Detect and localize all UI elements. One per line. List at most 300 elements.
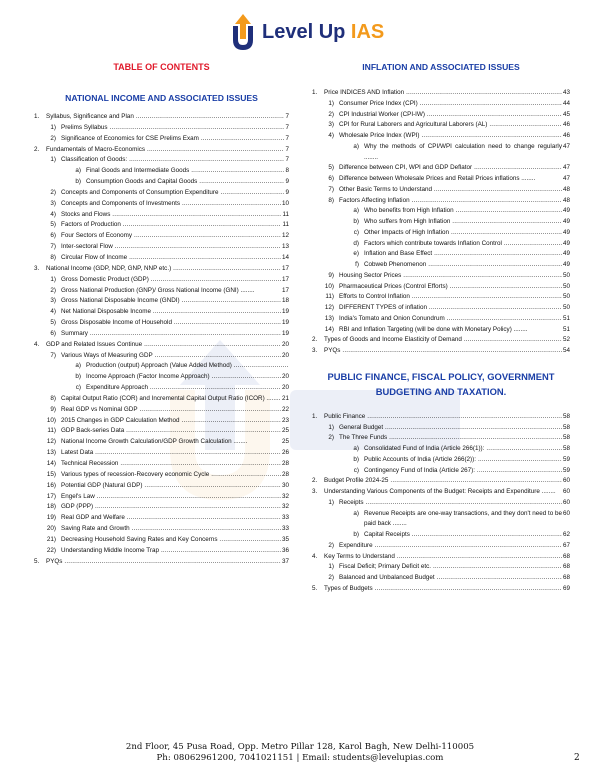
toc-entry-title: CPI Industrial Worker (CPI-IW) ..... [339,110,562,121]
level-up-arrow-icon [228,12,260,52]
right-column [312,55,570,595]
toc-entry[interactable] [312,163,570,174]
toc-entry[interactable] [312,476,570,487]
toc-entry-page: 20 [281,373,289,381]
toc-entry[interactable] [312,509,570,531]
toc-entry-page: 48 [562,185,570,193]
toc-entry-number: 1) [328,498,334,506]
toc-entry-title: Stocks and Flows ..... [61,210,281,221]
toc-entry-page: 14 [281,253,289,261]
toc-entry-title: Latest Data ..... [61,448,281,459]
toc-entry-number: 11) [47,427,56,435]
toc-entry-number: 7) [50,243,56,251]
toc-entry-page: 44 [562,99,570,107]
toc-entry-page: 21 [281,394,289,402]
toc-entry[interactable] [312,346,570,357]
toc-entry-title: GDP and Related Issues Continue ..... [46,340,281,351]
toc-entry-title: Who suffers from High Inflation ..... [364,217,562,228]
footer [0,742,600,764]
toc-entry-number: e) [353,250,359,258]
toc-entry[interactable] [34,524,289,535]
toc-entry[interactable] [34,405,289,416]
toc-entry-title: Fiscal Deficit; Primary Deficit etc. ..... [339,562,562,573]
toc-entry-title: Expenditure Approach ..... [86,383,281,394]
toc-entry-page: 45 [562,110,570,118]
toc-entry-number: a) [353,445,359,452]
toc-entry-page: 7 [285,123,289,131]
brand-name-part2: IAS [350,21,385,43]
toc-entry-title: Summary ..... [61,329,281,340]
toc-entry[interactable] [312,314,570,325]
toc-entry-title: Factors of Production ..... [61,220,281,231]
toc-entry-page: 68 [562,574,570,581]
toc-entry[interactable] [312,584,570,595]
toc-entry[interactable] [34,253,289,264]
toc-entry-title: Syllabus, Significance and Plan ..... [46,112,284,123]
toc-entry-page: 49 [562,228,570,236]
toc-entry-title: Difference between Wholesale Prices and Retail Prices inflations ........ [339,175,536,182]
toc-entry-number: 5) [50,221,56,229]
toc-entry-title: Gross Domestic Product (GDP) ..... [61,275,281,286]
toc-entry[interactable] [312,196,570,207]
toc-entry[interactable] [312,292,570,303]
toc-entry-title: GDP Back-series Data ..... [61,426,281,437]
toc-entry-title: Real GDP and Welfare ..... [61,513,281,524]
toc-entry-number: 12) [46,438,56,446]
toc-entry-number: 1) [328,423,334,431]
toc-entry-page: 7 [285,156,289,164]
toc-entry-page: 17 [281,286,289,294]
toc-entry-page: 69 [562,584,570,592]
toc-title: TABLE OF CONTENTS [113,62,210,72]
footer-contact: Ph: 08062961200, 7041021151 | Email: students@levelupias.com [156,753,444,763]
toc-entry-number: 6) [50,232,56,240]
toc-entry-page: 20 [281,384,289,392]
toc-entry-number: a) [353,509,359,517]
toc-entry-number: 8) [50,253,56,261]
page-number: 2 [574,753,580,763]
toc-entry-title: Classification of Goods: ..... [61,155,284,166]
toc-entry[interactable] [34,470,289,481]
toc-entry-number: 14) [324,325,334,333]
toc-entry-number: 2) [328,434,334,442]
toc-entry-number: 14) [46,460,56,467]
toc-entry-number: 13) [324,314,334,322]
toc-entry-title: Difference between CPI, WPI and GDP Deflator ..... [339,163,562,174]
toc-entry[interactable] [312,249,570,260]
toc-entry-title: Other Impacts of High Inflation ..... [364,228,562,239]
toc-entry[interactable] [34,361,289,372]
toc-entry-page: 9 [285,188,289,196]
toc-entry[interactable] [34,177,289,188]
toc-entry-title: Capital Receipts ..... [364,530,562,541]
toc-entry-title: Four Sectors of Economy ..... [61,231,281,242]
toc-entry-number: 4. [312,552,318,560]
toc-entry-page: 59 [562,466,570,474]
toc-entry-title: Fundamentals of Macro-Economics ..... [46,145,284,156]
toc-entry[interactable] [34,188,289,199]
toc-entry-title: Public Accounts of India (Article 266(2)): ..... [364,455,562,466]
toc-entry-title: CPI for Rural Laborers and Agricultural Laborers (AL) ..... [339,120,562,131]
toc-entry-page: 32 [281,492,289,500]
toc-entry-title: Cobweb Phenomenon ..... [364,260,562,271]
toc-entry[interactable] [312,444,570,455]
toc-entry[interactable] [312,120,570,131]
toc-entry[interactable] [34,286,289,297]
toc-entry-page: 58 [562,412,570,420]
toc-entry-title: General Budget ..... [339,423,562,434]
toc-entry-title: Housing Sector Prices ..... [339,271,562,282]
toc-entry-page: 67 [562,541,570,549]
toc-entry-page: 20 [281,351,289,359]
toc-entry-page: 46 [562,132,570,139]
toc-entry-page: 49 [562,218,570,225]
toc-entry-number: 8) [50,394,56,402]
toc-entry[interactable] [34,145,289,156]
toc-entry[interactable] [34,318,289,329]
toc-entry-page: 50 [562,271,570,279]
toc-entry-number: 11) [325,293,334,301]
toc-entry[interactable] [34,329,289,340]
toc-entry[interactable] [34,546,289,557]
toc-entry-page: 8 [285,167,289,175]
toc-list-public-finance [312,412,570,595]
toc-entry-page: 47 [562,164,570,172]
toc-entry[interactable] [34,112,289,123]
toc-entry-number: 8) [328,196,334,204]
toc-entry-page: 52 [562,336,570,344]
toc-entry-title: Engel's Law ..... [61,492,281,503]
toc-entry[interactable] [312,228,570,239]
toc-entry[interactable] [312,271,570,282]
toc-entry[interactable] [34,372,289,383]
toc-entry[interactable] [312,552,570,563]
toc-entry-number: 21) [46,535,56,543]
toc-entry-number: 1) [328,563,334,571]
dot-leader: ........ [519,175,536,182]
toc-entry-page: 20 [281,340,289,348]
toc-entry-number: a) [75,167,81,175]
toc-entry-page: 60 [562,477,570,485]
toc-entry[interactable] [34,264,289,275]
toc-entry[interactable] [312,99,570,110]
toc-entry-number: 19) [46,514,56,522]
toc-entry-page: 7 [285,145,289,153]
toc-entry-page: 23 [281,416,289,424]
dot-leader: ........ [364,153,378,161]
toc-entry-number: 1) [50,156,56,164]
toc-entry-page: 46 [562,121,570,129]
toc-entry-title: Pharmaceutical Prices (Control Efforts) ..... [339,282,562,293]
toc-entry[interactable] [34,492,289,503]
toc-entry[interactable] [34,307,289,318]
toc-entry-number: 3) [50,199,56,207]
toc-entry-title: Prelims Syllabus ..... [61,123,284,134]
toc-entry[interactable] [312,498,570,509]
toc-entry[interactable] [34,210,289,221]
toc-entry-page: 49 [562,239,570,247]
toc-entry-title: PYQs ..... [46,557,281,568]
toc-entry-title: PYQs ..... [324,346,562,357]
toc-entry-title: Consolidated Fund of India (Article 266(1)): ..... [364,444,562,455]
toc-entry-title: RBI and Inflation Targeting (will be done with Monetary Policy) ........ [339,325,528,333]
toc-entry[interactable] [312,185,570,196]
toc-entry-number: 10) [324,282,334,290]
toc-entry[interactable] [312,239,570,250]
toc-entry-number: 2) [50,134,56,142]
toc-entry-number: b) [75,373,81,381]
toc-entry[interactable] [312,530,570,541]
toc-entry[interactable] [312,142,570,164]
toc-entry-title: Types of Goods and Income Elasticity of Demand ..... [324,335,562,346]
toc-entry-page: 68 [562,552,570,560]
toc-entry-number: d) [353,239,359,247]
toc-entry-page: 25 [281,438,289,446]
dot-leader: ........ [231,438,248,446]
toc-entry-number: 3. [312,488,318,495]
toc-entry[interactable] [34,199,289,210]
toc-entry[interactable] [312,562,570,573]
toc-entry-number: 18) [46,503,56,511]
toc-entry-title: Factors Affecting Inflation ..... [339,196,562,207]
toc-entry[interactable] [312,455,570,466]
toc-entry[interactable] [312,260,570,271]
toc-entry[interactable] [34,123,289,134]
toc-entry-page: 30 [281,481,289,489]
toc-entry-number: 6) [50,329,56,337]
toc-entry-title: Concepts and Components of Investments ..... [61,199,281,210]
toc-entry-number: 10) [46,416,56,424]
toc-entry-number: 4. [34,340,40,348]
toc-entry-page: 19 [281,308,289,316]
dot-leader: ........ [390,520,407,528]
toc-entry[interactable] [34,155,289,166]
toc-entry[interactable] [312,541,570,552]
toc-entry-number: 16) [46,481,56,489]
footer-address: 2nd Floor, 45 Pusa Road, Opp. Metro Pillar 128, Karol Bagh, New Delhi-110005 [125,742,475,752]
toc-entry-title: Factors which contribute towards Inflation Control ..... [364,239,562,250]
dot-leader: ........ [539,488,556,495]
toc-entry-number: 5. [34,557,40,565]
toc-entry[interactable] [312,131,570,142]
toc-entry[interactable] [34,481,289,492]
toc-entry[interactable] [34,416,289,427]
toc-entry[interactable] [312,466,570,477]
toc-entry[interactable] [34,242,289,253]
toc-entry[interactable] [34,557,289,568]
toc-entry-number: 5. [312,584,318,592]
section-title-inflation: INFLATION AND ASSOCIATED ISSUES [362,62,520,72]
toc-entry-number: b) [353,455,359,463]
toc-entry-number: b) [75,178,81,186]
toc-entry-number: 20) [46,525,56,533]
toc-entry-title: Other Basic Terms to Understand ..... [339,185,562,196]
toc-entry-title: Income Approach (Factor Income Approach) ..... [86,372,281,383]
toc-entry-title: DIFFERENT TYPES of inflation ..... [339,303,562,314]
toc-entry-page: 37 [281,557,289,565]
toc-entry-number: 2. [312,336,318,344]
toc-entry-title: India's Tomato and Onion Conundrum ..... [339,314,562,325]
toc-entry[interactable] [34,437,289,448]
toc-entry-page: 58 [562,423,570,431]
toc-entry-title: Significance of Economics for CSE Prelims Exam ..... [61,134,284,145]
toc-entry[interactable] [312,206,570,217]
toc-entry-title: Budget Profile 2024-25 ..... [324,476,562,487]
toc-entry[interactable] [312,110,570,121]
toc-entry-page: 19 [281,319,289,327]
toc-entry-page: 28 [281,470,289,478]
toc-entry[interactable] [34,134,289,145]
toc-entry-title: Production (output) Approach (Value Added Method) ..... [86,361,288,372]
toc-entry-page: 7 [285,134,289,142]
toc-list-inflation [312,88,570,357]
toc-entry-number: c) [353,466,359,474]
toc-entry-page: 17 [281,275,289,283]
toc-entry[interactable] [34,513,289,524]
toc-entry-title: Revenue Receipts are one-way transactions, and they don't need to be paid back ........ [364,509,562,528]
toc-entry-number: f) [355,261,359,268]
toc-entry-page: 49 [562,261,570,268]
toc-entry-title: National Income Growth Calculation/GDP Growth Calculation ........ [61,438,248,446]
toc-entry-number: b) [353,218,359,225]
toc-entry[interactable] [34,231,289,242]
toc-entry-number: 22) [46,546,56,554]
toc-entry[interactable] [312,325,570,336]
toc-entry[interactable] [34,502,289,513]
left-column [34,55,289,567]
toc-entry-number: 2) [50,286,56,294]
toc-entry-page: 59 [562,455,570,463]
toc-entry[interactable] [312,88,570,99]
toc-entry-number: 3. [34,264,40,272]
toc-entry[interactable] [34,351,289,362]
toc-entry[interactable] [312,335,570,346]
toc-entry-page: 51 [562,325,570,333]
toc-entry-title: Net National Disposable Income ..... [61,307,281,318]
toc-entry-number: 4) [50,210,56,218]
toc-entry[interactable] [34,296,289,307]
toc-entry-page: 18 [281,297,289,305]
toc-entry[interactable] [34,448,289,459]
toc-entry-number: 17) [46,492,56,500]
section-title-public-finance-line1: PUBLIC FINANCE, FISCAL POLICY, GOVERNMENT [327,370,555,382]
toc-entry-title: Price INDICES AND Inflation ..... [324,88,562,99]
toc-entry-title: Key Terms to Understand ..... [324,552,562,563]
toc-entry-number: 9) [328,271,334,279]
toc-entry-title: 2015 Changes in GDP Calculation Method ..... [61,416,281,427]
toc-entry-page: 49 [562,250,570,258]
toc-entry-page: 26 [281,449,289,457]
toc-entry-page: 22 [281,405,289,413]
toc-entry[interactable] [312,174,570,185]
toc-entry-number: a) [353,142,359,150]
toc-entry-page: 11 [282,210,289,218]
toc-entry-title: Wholesale Price Index (WPI) ..... [339,131,562,142]
toc-entry-page: 47 [562,142,570,150]
toc-entry-title: Capital Output Ratio (COR) and Incremental Capital Output Ratio (ICOR) ........ [61,394,281,402]
toc-entry[interactable] [34,166,289,177]
toc-entry[interactable] [312,573,570,584]
toc-entry-number: a) [75,362,81,370]
toc-entry-page: 50 [562,293,570,301]
toc-entry-number: 3) [328,121,334,129]
toc-entry[interactable] [312,282,570,293]
toc-entry[interactable] [34,394,289,405]
brand-name-part1: Level Up [262,21,351,43]
toc-entry-number: 1. [34,113,40,120]
toc-entry-number: 3. [312,347,318,354]
toc-entry-number: 7) [328,185,334,193]
toc-entry[interactable] [312,433,570,444]
section-title-public-finance [312,369,570,399]
toc-entry-page: 12 [281,232,289,240]
brand-name [262,21,384,44]
toc-entry[interactable] [34,426,289,437]
toc-entry-page: 10 [281,199,289,207]
toc-entry-page: 60 [562,498,570,506]
toc-entry[interactable] [34,340,289,351]
toc-entry-page: 54 [562,347,570,354]
toc-entry-title: Potential GDP (Natural GDP) ..... [61,481,281,492]
toc-entry-number: 15) [46,470,56,478]
toc-entry-page: 62 [562,531,570,538]
toc-entry[interactable] [34,220,289,231]
toc-entry-title: Balanced and Unbalanced Budget ..... [339,573,562,584]
toc-entry[interactable] [34,459,289,470]
toc-entry-title: Technical Recession ..... [61,459,281,470]
toc-entry-title: The Three Funds ..... [339,433,562,444]
toc-entry-title: Real GDP vs Nominal GDP ..... [61,405,281,416]
toc-entry-page: 68 [562,563,570,571]
toc-entry-number: 7) [50,351,56,359]
toc-entry-title: Types of Budgets ..... [324,584,562,595]
toc-entry-page: 36 [281,546,289,554]
toc-entry[interactable] [312,303,570,314]
toc-entry[interactable] [34,383,289,394]
toc-entry-title: Gross Disposable Income of Household ..... [61,318,281,329]
toc-entry-number: 5) [50,319,56,327]
toc-entry-title: Who benefits from High Inflation ..... [364,206,562,217]
toc-entry-page: 28 [281,460,289,467]
toc-entry-page: 47 [562,175,570,182]
toc-entry-number: 1) [328,99,334,107]
toc-entry-title: Expenditure ..... [339,541,562,552]
dot-leader: ........ [264,394,281,402]
dot-leader: ........ [511,325,528,333]
toc-entry-title: Various Ways of Measuring GDP ..... [61,351,281,362]
toc-entry[interactable] [312,217,570,228]
toc-entry-number: 2. [34,145,40,153]
toc-entry-page: 49 [562,207,570,215]
toc-entry-number: c) [353,228,359,236]
toc-entry-number: 13) [46,449,56,457]
toc-entry[interactable] [312,412,570,423]
toc-entry[interactable] [312,487,570,498]
toc-entry[interactable] [34,535,289,546]
toc-entry-number: 2) [328,541,334,549]
toc-entry[interactable] [34,275,289,286]
toc-entry-number: 1) [50,275,56,283]
toc-entry[interactable] [312,423,570,434]
toc-entry-page: 32 [281,503,289,511]
toc-entry-title: Understanding Middle Income Trap ..... [61,546,281,557]
toc-entry-number: 2) [328,110,334,118]
toc-entry-page: 43 [562,89,570,96]
toc-entry-page: 58 [562,445,570,452]
toc-entry-title: Contingency Fund of India (Article 267): ..... [364,466,562,477]
toc-entry-number: 9) [50,405,56,413]
toc-entry-page: 50 [562,282,570,290]
